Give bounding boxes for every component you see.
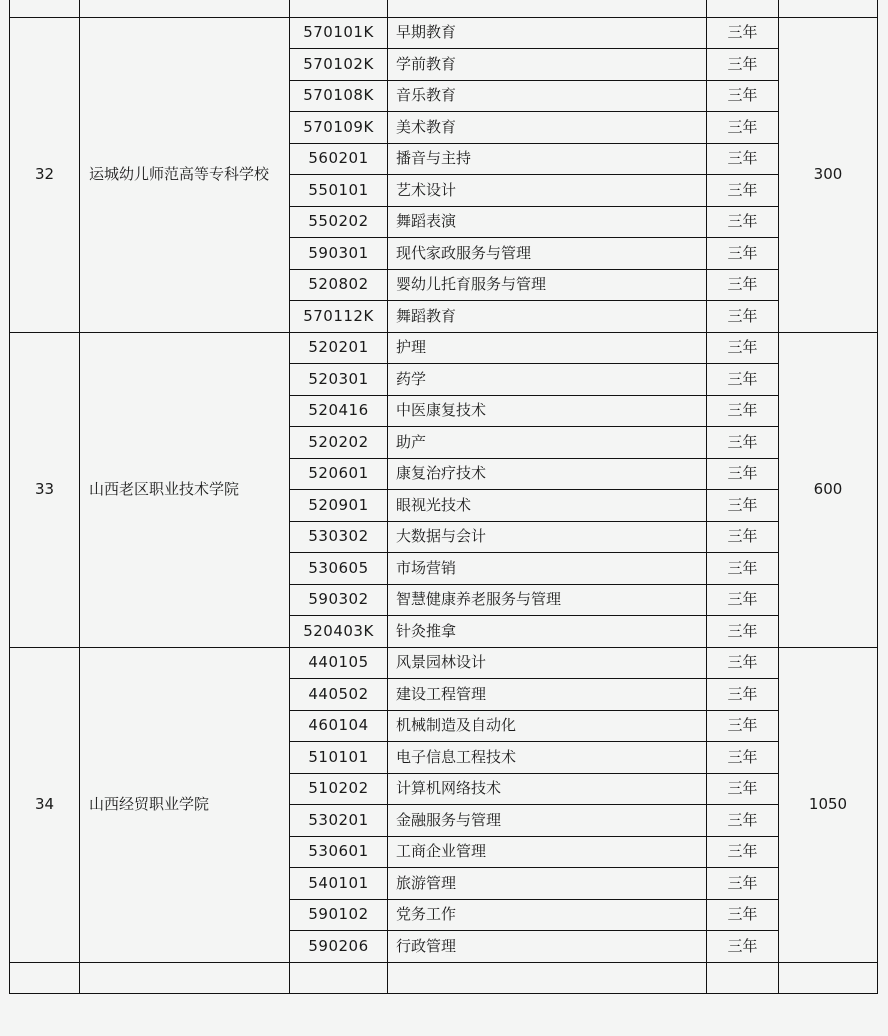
major-code: 520802 — [290, 269, 388, 301]
major-code: 530601 — [290, 836, 388, 868]
table-row-partial-top — [10, 0, 878, 17]
major-code: 570108K — [290, 80, 388, 112]
major-name: 工商企业管理 — [388, 836, 707, 868]
major-code: 520301 — [290, 364, 388, 396]
enrollment-plan-table-body — [10, 0, 878, 994]
major-name: 电子信息工程技术 — [388, 742, 707, 774]
enrollment-plan-count: 300 — [779, 17, 878, 332]
table-row-partial-bottom — [10, 962, 878, 994]
study-duration: 三年 — [707, 742, 779, 774]
study-duration: 三年 — [707, 521, 779, 553]
study-duration: 三年 — [707, 805, 779, 837]
cell-blank — [290, 0, 388, 17]
cell-blank — [10, 0, 80, 17]
enrollment-plan-count: 1050 — [779, 647, 878, 962]
study-duration: 三年 — [707, 773, 779, 805]
cell-blank — [707, 962, 779, 994]
major-code: 590302 — [290, 584, 388, 616]
major-code: 530302 — [290, 521, 388, 553]
study-duration: 三年 — [707, 458, 779, 490]
major-name: 早期教育 — [388, 17, 707, 49]
major-name: 艺术设计 — [388, 175, 707, 207]
major-name: 眼视光技术 — [388, 490, 707, 522]
major-code: 560201 — [290, 143, 388, 175]
study-duration: 三年 — [707, 616, 779, 648]
major-name: 播音与主持 — [388, 143, 707, 175]
major-code: 590301 — [290, 238, 388, 270]
major-code: 570102K — [290, 49, 388, 81]
major-name: 康复治疗技术 — [388, 458, 707, 490]
major-name: 党务工作 — [388, 899, 707, 931]
study-duration: 三年 — [707, 490, 779, 522]
major-name: 学前教育 — [388, 49, 707, 81]
major-code: 590102 — [290, 899, 388, 931]
major-code: 520202 — [290, 427, 388, 459]
enrollment-plan-table — [9, 0, 878, 994]
cell-blank — [80, 962, 290, 994]
study-duration: 三年 — [707, 332, 779, 364]
study-duration: 三年 — [707, 899, 779, 931]
school-number: 34 — [10, 647, 80, 962]
study-duration: 三年 — [707, 931, 779, 963]
major-name: 中医康复技术 — [388, 395, 707, 427]
major-name: 护理 — [388, 332, 707, 364]
study-duration: 三年 — [707, 112, 779, 144]
school-number: 32 — [10, 17, 80, 332]
cell-blank — [779, 0, 878, 17]
major-name: 风景园林设计 — [388, 647, 707, 679]
school-name: 运城幼儿师范高等专科学校 — [80, 17, 290, 332]
study-duration: 三年 — [707, 49, 779, 81]
major-name: 助产 — [388, 427, 707, 459]
major-code: 570112K — [290, 301, 388, 333]
major-code: 570109K — [290, 112, 388, 144]
study-duration: 三年 — [707, 679, 779, 711]
cell-blank — [779, 962, 878, 994]
major-name: 现代家政服务与管理 — [388, 238, 707, 270]
study-duration: 三年 — [707, 395, 779, 427]
school-name: 山西经贸职业学院 — [80, 647, 290, 962]
major-code: 460104 — [290, 710, 388, 742]
major-name: 市场营销 — [388, 553, 707, 585]
major-name: 音乐教育 — [388, 80, 707, 112]
study-duration: 三年 — [707, 868, 779, 900]
cell-blank — [80, 0, 290, 17]
major-name: 机械制造及自动化 — [388, 710, 707, 742]
major-code: 570101K — [290, 17, 388, 49]
major-code: 440502 — [290, 679, 388, 711]
major-name: 建设工程管理 — [388, 679, 707, 711]
table-row — [10, 17, 878, 49]
enrollment-plan-count: 600 — [779, 332, 878, 647]
school-number: 33 — [10, 332, 80, 647]
major-name: 行政管理 — [388, 931, 707, 963]
major-code: 510202 — [290, 773, 388, 805]
major-code: 510101 — [290, 742, 388, 774]
study-duration: 三年 — [707, 17, 779, 49]
major-name: 舞蹈表演 — [388, 206, 707, 238]
study-duration: 三年 — [707, 427, 779, 459]
major-name: 计算机网络技术 — [388, 773, 707, 805]
table-row — [10, 332, 878, 364]
study-duration: 三年 — [707, 269, 779, 301]
study-duration: 三年 — [707, 647, 779, 679]
major-code: 550101 — [290, 175, 388, 207]
cell-blank — [10, 962, 80, 994]
major-name: 大数据与会计 — [388, 521, 707, 553]
study-duration: 三年 — [707, 175, 779, 207]
study-duration: 三年 — [707, 80, 779, 112]
cell-blank — [388, 0, 707, 17]
major-code: 520901 — [290, 490, 388, 522]
major-name: 旅游管理 — [388, 868, 707, 900]
major-code: 530201 — [290, 805, 388, 837]
major-name: 药学 — [388, 364, 707, 396]
major-code: 520416 — [290, 395, 388, 427]
cell-blank — [707, 0, 779, 17]
major-code: 590206 — [290, 931, 388, 963]
school-name: 山西老区职业技术学院 — [80, 332, 290, 647]
major-code: 520403K — [290, 616, 388, 648]
study-duration: 三年 — [707, 836, 779, 868]
major-name: 美术教育 — [388, 112, 707, 144]
major-name: 舞蹈教育 — [388, 301, 707, 333]
study-duration: 三年 — [707, 238, 779, 270]
table-row — [10, 647, 878, 679]
cell-blank — [290, 962, 388, 994]
major-name: 婴幼儿托育服务与管理 — [388, 269, 707, 301]
study-duration: 三年 — [707, 364, 779, 396]
study-duration: 三年 — [707, 584, 779, 616]
cell-blank — [388, 962, 707, 994]
major-code: 440105 — [290, 647, 388, 679]
major-code: 540101 — [290, 868, 388, 900]
study-duration: 三年 — [707, 143, 779, 175]
major-code: 520601 — [290, 458, 388, 490]
major-code: 520201 — [290, 332, 388, 364]
study-duration: 三年 — [707, 206, 779, 238]
study-duration: 三年 — [707, 553, 779, 585]
major-code: 530605 — [290, 553, 388, 585]
major-code: 550202 — [290, 206, 388, 238]
study-duration: 三年 — [707, 710, 779, 742]
study-duration: 三年 — [707, 301, 779, 333]
major-name: 智慧健康养老服务与管理 — [388, 584, 707, 616]
major-name: 针灸推拿 — [388, 616, 707, 648]
major-name: 金融服务与管理 — [388, 805, 707, 837]
